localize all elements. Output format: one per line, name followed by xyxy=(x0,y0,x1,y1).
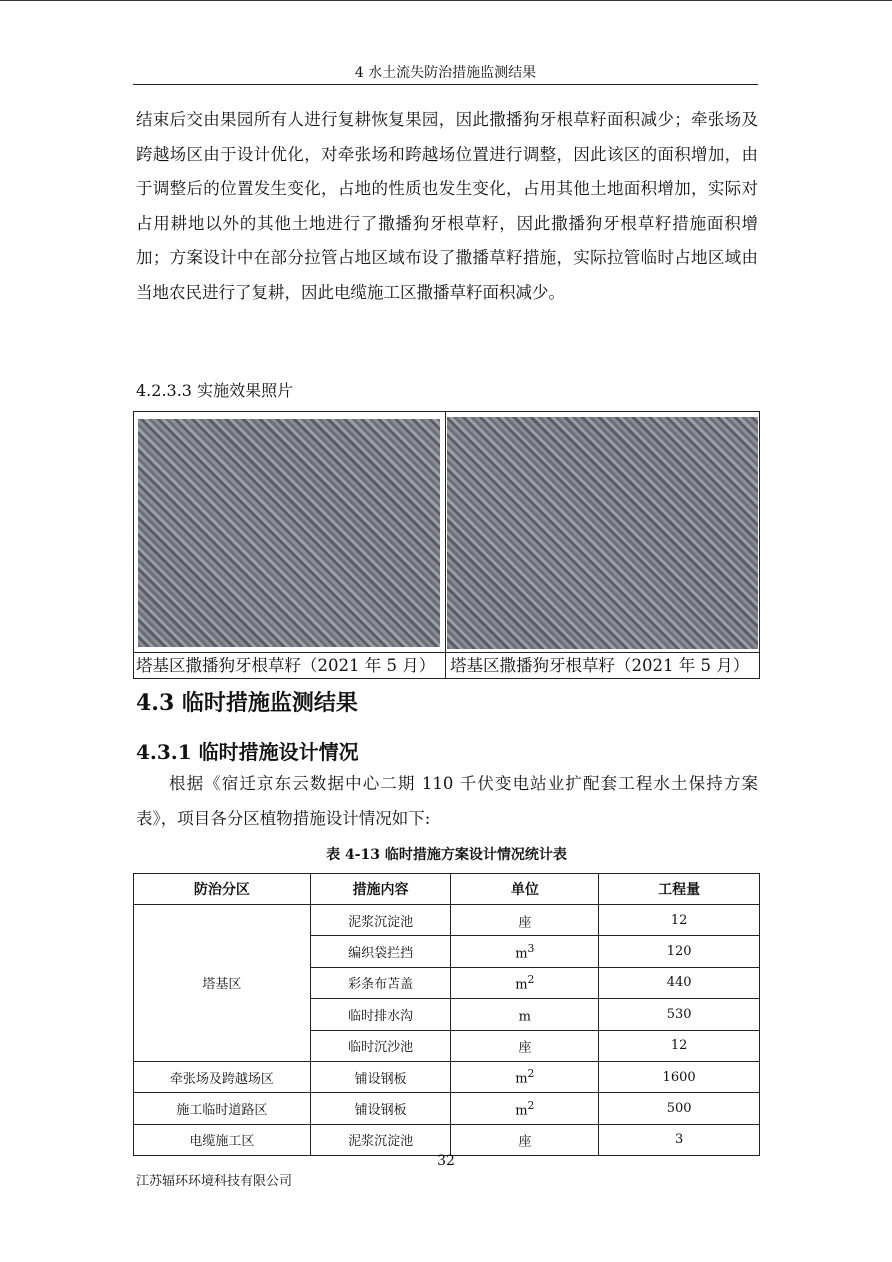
quantity-cell: 1600 xyxy=(599,1061,760,1092)
page-number: 32 xyxy=(437,1153,455,1169)
temporary-measures-table xyxy=(133,873,760,1156)
photo-table-caption-rule xyxy=(133,652,760,653)
quantity-cell: 500 xyxy=(599,1093,760,1124)
zone-cell: 塔基区 xyxy=(134,905,311,1062)
quantity-cell: 120 xyxy=(599,936,760,967)
company-name: 江苏辐环环境科技有限公司 xyxy=(136,1174,293,1189)
photo-caption-2: 塔基区撒播狗牙根草籽（2021 年 5 月） xyxy=(450,656,750,675)
table-row xyxy=(134,905,760,936)
table-header-cell: 防治分区 xyxy=(134,874,311,905)
section-heading-4-3: 4.3 临时措施监测结果 xyxy=(136,690,358,716)
measure-cell: 临时沉沙池 xyxy=(310,1030,451,1061)
table-header-row xyxy=(134,874,760,905)
table-header-cell: 工程量 xyxy=(599,874,760,905)
table-row xyxy=(134,1093,760,1124)
running-header: 4 水土流失防治措施监测结果 xyxy=(354,65,537,81)
unit-cell: $m^2$ xyxy=(451,967,599,998)
unit-cell: $m^3$ xyxy=(451,936,599,967)
measure-cell: 彩条布苫盖 xyxy=(310,967,451,998)
unit-cell: $m^2$ xyxy=(451,1093,599,1124)
table-row xyxy=(134,1061,760,1092)
zone-cell: 牵张场及跨越场区 xyxy=(134,1061,311,1092)
table-row xyxy=(134,1124,760,1155)
unit-cell: $m^2$ xyxy=(451,1061,599,1092)
table-caption: 表 4-13 临时措施方案设计情况统计表 xyxy=(326,847,567,863)
photo-grass-seeding-1 xyxy=(138,419,440,647)
body-paragraph-2: 根据《宿迁京东云数据中心二期 110 千伏变电站业扩配套工程水土保持方案表》，项目各分区植物措施设计情况如下: xyxy=(136,774,758,828)
table-header-cell: 单位 xyxy=(451,874,599,905)
photo-caption-1: 塔基区撒播狗牙根草籽（2021 年 5 月） xyxy=(136,656,436,675)
zone-cell: 施工临时道路区 xyxy=(134,1093,311,1124)
quantity-cell: 440 xyxy=(599,967,760,998)
measure-cell: 临时排水沟 xyxy=(310,999,451,1030)
table-header-cell: 措施内容 xyxy=(310,874,451,905)
zone-cell: 电缆施工区 xyxy=(134,1124,311,1155)
body-paragraph-1: 结束后交由果园所有人进行复耕恢复果园，因此撒播狗牙根草籽面积减少；牵张场及跨越场区由于设计优化，对牵张场和跨越场位置进行调整，因此该区的面积增加，由于调整后的位置发生变化，占地的性质也发生变化，占用其他土地面积增加，实际对占用耕地以外的其他土地进行了撒播狗牙根草籽，因此撒播狗牙根草籽措施面积增加；方案设计中在部分拉管占地区域布设了撒播草籽措施，实际拉管临时占地区域由当地农民进行了复耕，因此电缆施工区撒播草籽面积减少。 xyxy=(136,110,758,302)
measure-cell: 铺设钢板 xyxy=(310,1061,451,1092)
unit-cell: 座 xyxy=(451,905,599,936)
measure-cell: 泥浆沉淀池 xyxy=(310,905,451,936)
section-heading-4-3-1: 4.3.1 临时措施设计情况 xyxy=(136,740,359,764)
section-label-photos: 4.2.3.3 实施效果照片 xyxy=(136,381,294,400)
header-rule xyxy=(133,84,758,85)
unit-cell: 座 xyxy=(451,1030,599,1061)
quantity-cell: 530 xyxy=(599,999,760,1030)
quantity-cell: 3 xyxy=(599,1124,760,1155)
page-top-border xyxy=(0,0,892,1)
quantity-cell: 12 xyxy=(599,1030,760,1061)
measure-cell: 泥浆沉淀池 xyxy=(310,1124,451,1155)
unit-cell: 座 xyxy=(451,1124,599,1155)
photo-table-divider xyxy=(445,411,446,679)
unit-cell: m xyxy=(451,999,599,1030)
quantity-cell: 12 xyxy=(599,905,760,936)
photo-grass-seeding-2 xyxy=(447,417,758,649)
measure-cell: 铺设钢板 xyxy=(310,1093,451,1124)
measure-cell: 编织袋拦挡 xyxy=(310,936,451,967)
